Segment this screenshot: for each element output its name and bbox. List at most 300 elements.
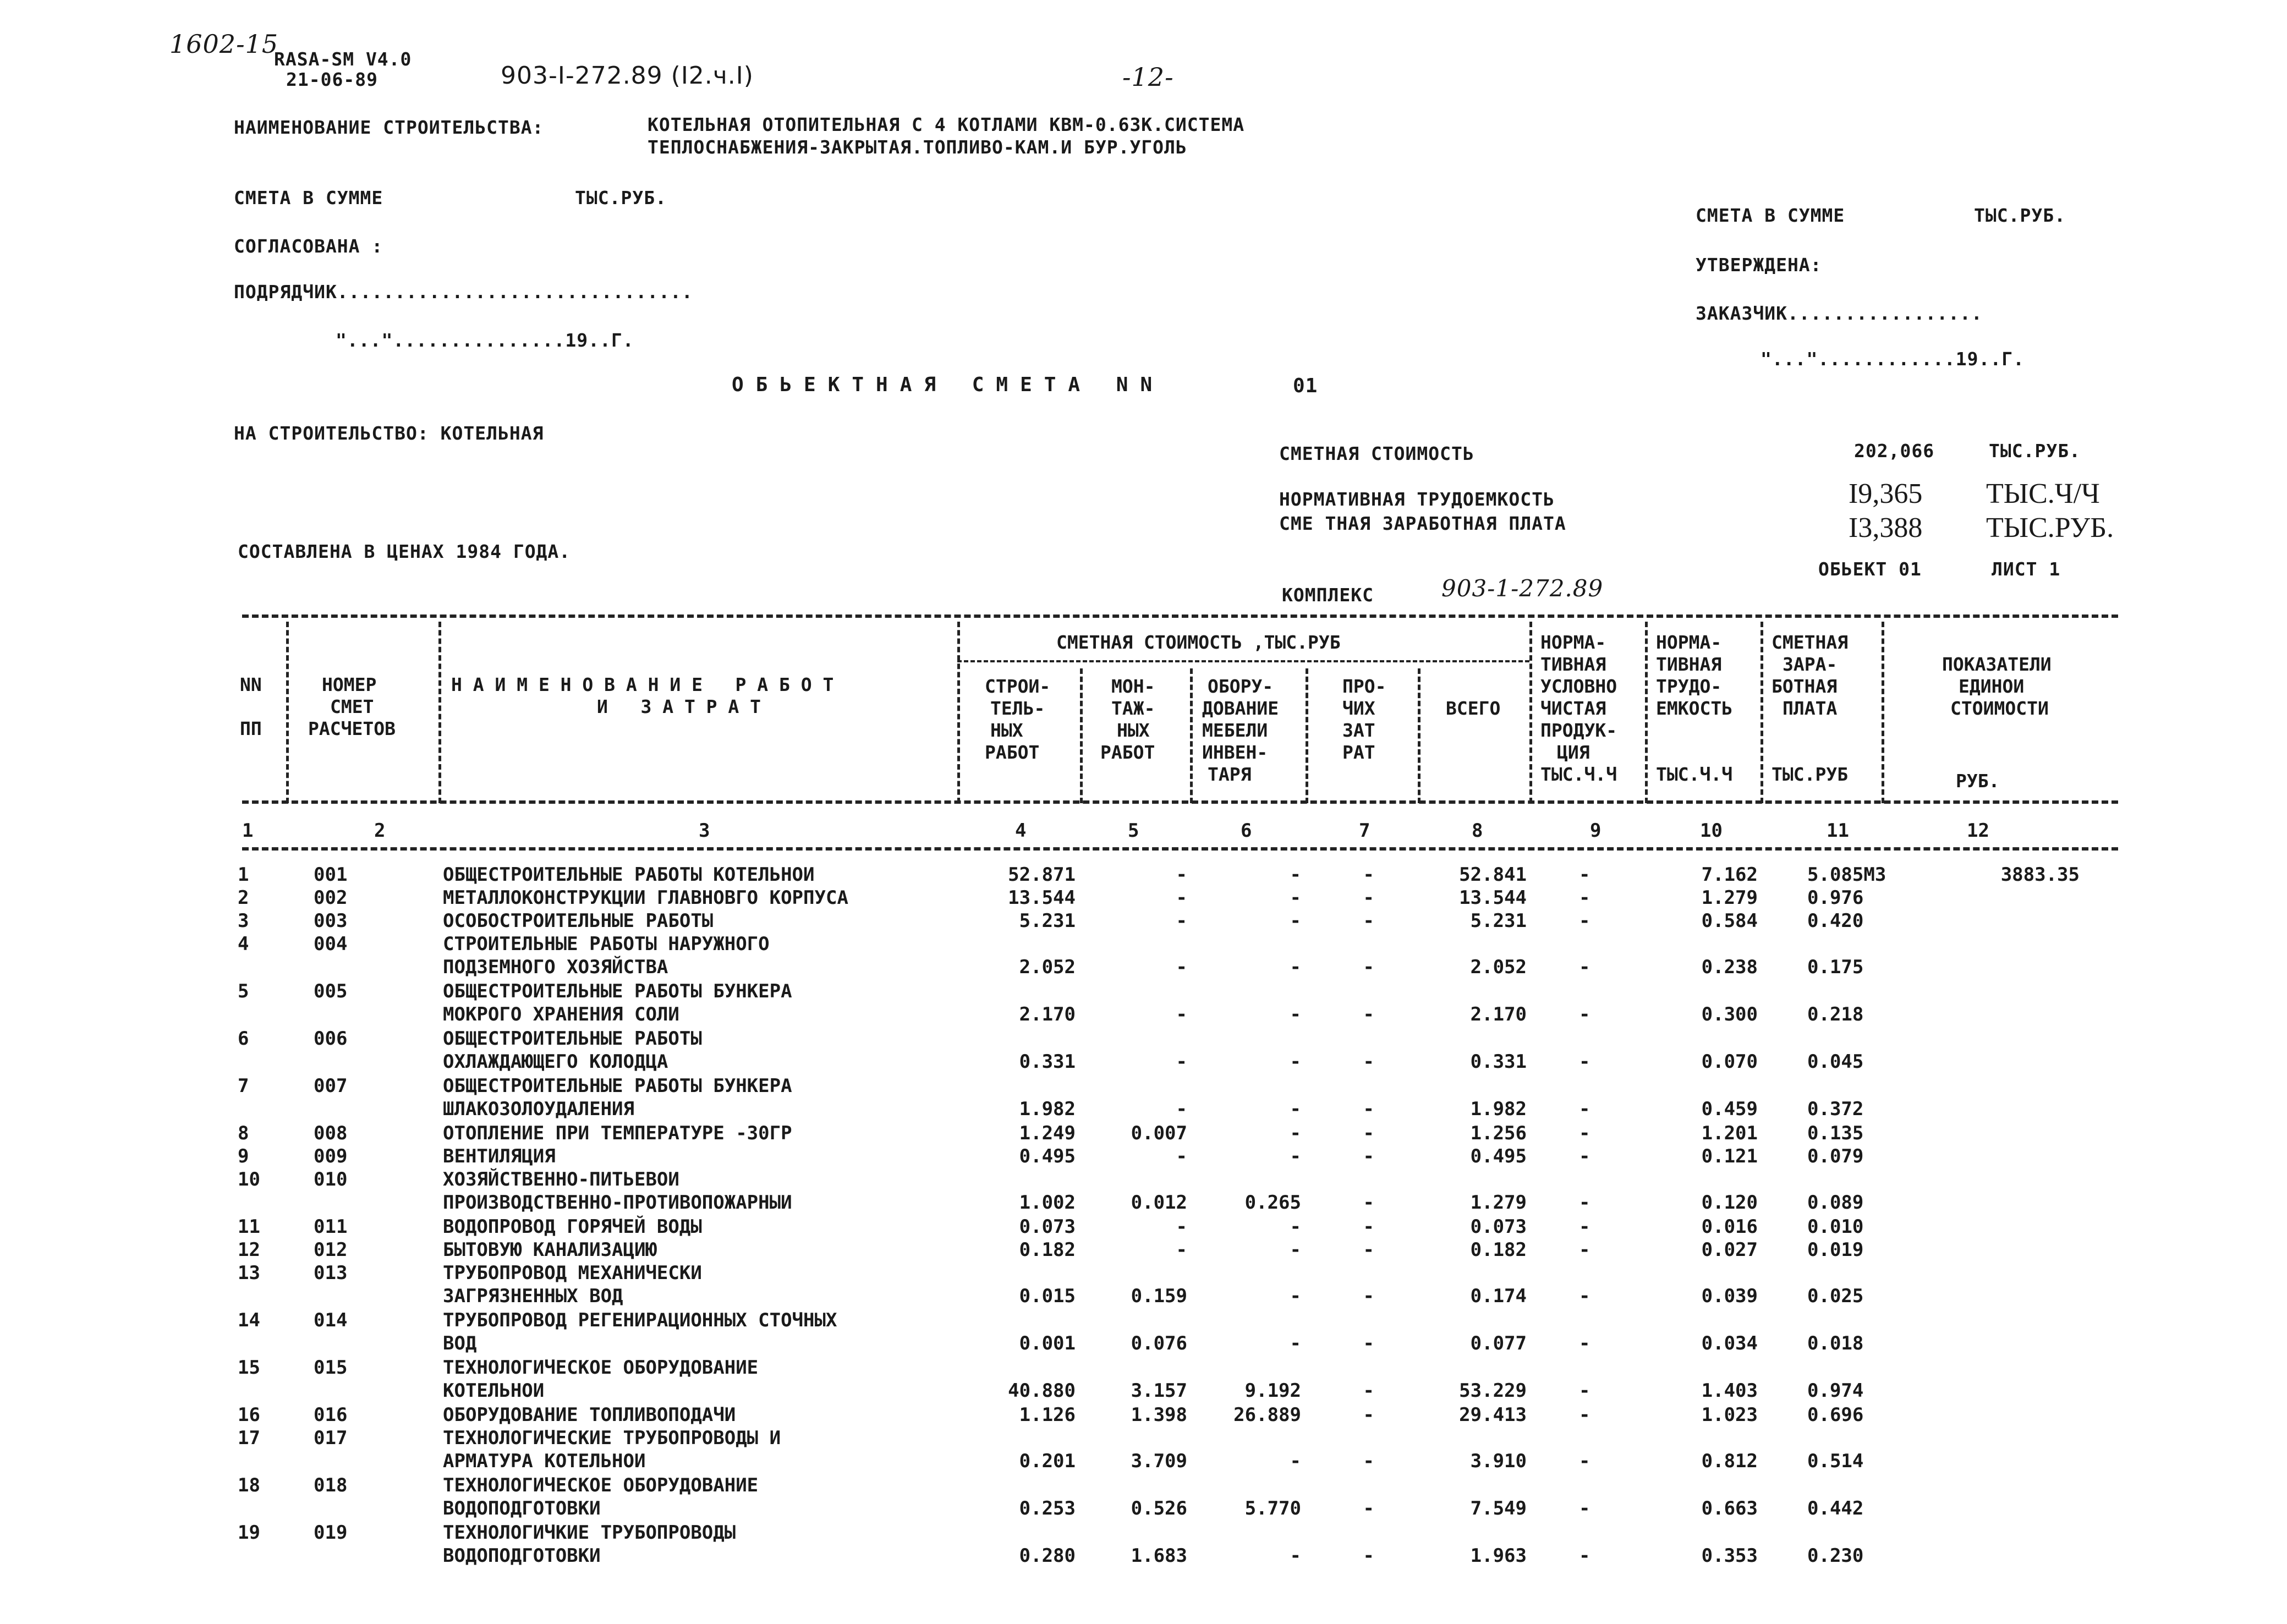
row-c7: - — [1363, 1122, 1374, 1144]
row-c4: 2.052 — [1019, 956, 1076, 978]
row-c11: 0.045 — [1807, 1051, 1864, 1073]
row-number: 9 — [238, 1145, 249, 1167]
row-c9: - — [1579, 1497, 1591, 1519]
left-date-line: "..."...............19..Г. — [336, 330, 634, 351]
row-c4: 5.231 — [1019, 910, 1076, 932]
row-c10: 1.403 — [1701, 1380, 1758, 1402]
row-c4: 0.015 — [1019, 1285, 1076, 1307]
row-work-name: ОХЛАЖДАЮЩЕГО КОЛОДЦА — [443, 1051, 668, 1073]
row-work-name: ХОЗЯЙСТВЕННО-ПИТЬЕВОИ — [443, 1168, 679, 1190]
row-c11: 0.372 — [1807, 1098, 1864, 1120]
row-c7: - — [1363, 1192, 1374, 1214]
row-c5: 0.159 — [1131, 1285, 1187, 1307]
hdr-calc-1: НОМЕР — [322, 674, 377, 695]
row-c9: - — [1579, 1239, 1591, 1261]
row-calc-number: 006 — [314, 1028, 348, 1050]
print-date: 21-06-89 — [286, 69, 378, 90]
row-number: 7 — [238, 1075, 249, 1097]
sep-8 — [1529, 622, 1532, 803]
row-c10: 0.584 — [1701, 910, 1758, 932]
row-c11: 0.976 — [1807, 887, 1864, 909]
row-c5: 1.683 — [1131, 1545, 1187, 1567]
row-c11: 0.135 — [1807, 1122, 1864, 1144]
row-work-name: МЕТАЛЛОКОНСТРУКЦИИ ГЛАВНОВГО КОРПУСА — [443, 887, 848, 909]
row-number: 12 — [238, 1239, 260, 1261]
row-c10: 0.034 — [1701, 1332, 1758, 1354]
row-number: 14 — [238, 1309, 260, 1331]
row-c4: 0.001 — [1019, 1332, 1076, 1354]
row-work-name: БЫТОВУЮ КАНАЛИЗАЦИЮ — [443, 1239, 657, 1261]
row-work-name: ОБЩЕСТРОИТЕЛЬНЫЕ РАБОТЫ — [443, 1028, 702, 1050]
row-c9: - — [1579, 1450, 1591, 1472]
cost-value: 202,066 — [1854, 440, 1935, 462]
hdr-c7-2: ЧИХ — [1342, 698, 1375, 719]
row-c4: 0.201 — [1019, 1450, 1076, 1472]
sep-4 — [1080, 668, 1083, 803]
row-number: 3 — [238, 910, 249, 932]
row-work-name: ВОДОПРОВОД ГОРЯЧЕЙ ВОДЫ — [443, 1216, 702, 1238]
row-c6: - — [1290, 887, 1301, 909]
row-calc-number: 012 — [314, 1239, 348, 1261]
hdr-c4-1: СТРОИ- — [985, 676, 1051, 697]
row-c9: - — [1579, 1216, 1591, 1238]
construction-line-2: ТЕПЛОСНАБЖЕНИЯ-ЗАКРЫТАЯ.ТОПЛИВО-КАМ.И БУР.УГОЛЬ — [648, 136, 1187, 158]
column-number: 12 — [1967, 820, 1989, 842]
row-number: 5 — [238, 980, 249, 1002]
row-c9: - — [1579, 1380, 1591, 1402]
row-c4: 52.871 — [1008, 864, 1076, 886]
row-c7: - — [1363, 1003, 1374, 1025]
labor-unit: ТЫС.Ч/Ч — [1986, 478, 2100, 509]
row-work-name: ОСОБОСТРОИТЕЛЬНЫЕ РАБОТЫ — [443, 910, 714, 932]
row-c9: - — [1579, 1404, 1591, 1426]
row-number: 2 — [238, 887, 249, 909]
row-work-name: ШЛАКОЗОЛОУДАЛЕНИЯ — [443, 1098, 634, 1120]
row-calc-number: 005 — [314, 980, 348, 1002]
row-c4: 2.170 — [1019, 1003, 1076, 1025]
row-c7: - — [1363, 1380, 1374, 1402]
row-work-name: ТЕХНОЛОГИЧКИЕ ТРУБОПРОВОДЫ — [443, 1522, 736, 1544]
colnum-rule — [242, 847, 2118, 851]
row-c11: 0.696 — [1807, 1404, 1864, 1426]
row-c8: 5.231 — [1470, 910, 1527, 932]
column-number: 9 — [1590, 820, 1602, 842]
row-c6: - — [1290, 1098, 1301, 1120]
row-number: 19 — [238, 1522, 260, 1544]
row-c6: - — [1290, 910, 1301, 932]
row-c10: 1.023 — [1701, 1404, 1758, 1426]
row-c6: - — [1290, 1285, 1301, 1307]
row-work-name: ОТОПЛЕНИЕ ПРИ ТЕМПЕРАТУРЕ -30ГР — [443, 1122, 792, 1144]
row-c7: - — [1363, 1332, 1374, 1354]
hdr-c5-2: ТАЖ- — [1111, 698, 1155, 719]
group-rule — [957, 660, 1529, 662]
labor-value: I9,365 — [1849, 478, 1923, 509]
column-number: 7 — [1359, 820, 1370, 842]
column-number: 11 — [1827, 820, 1849, 842]
table-top-rule — [242, 615, 2118, 618]
column-number: 4 — [1015, 820, 1027, 842]
hdr-c11-2: ЗАРА- — [1783, 654, 1838, 675]
column-number: 10 — [1700, 820, 1723, 842]
row-c11: 0.019 — [1807, 1239, 1864, 1261]
complex-value: 903-1-272.89 — [1441, 575, 1604, 602]
row-c6: - — [1290, 1003, 1301, 1025]
hdr-c9-2: ТИВНАЯ — [1540, 654, 1606, 675]
page-mark: -12- — [1122, 62, 1174, 92]
row-c10: 1.201 — [1701, 1122, 1758, 1144]
row-c10: 0.070 — [1701, 1051, 1758, 1073]
row-c6: - — [1290, 1332, 1301, 1354]
header-rule — [242, 800, 2118, 804]
row-work-name: МОКРОГО ХРАНЕНИЯ СОЛИ — [443, 1003, 679, 1025]
row-c10: 7.162 — [1701, 864, 1758, 886]
row-work-name: ПОДЗЕМНОГО ХОЗЯЙСТВА — [443, 956, 668, 978]
hdr-c6-5: ТАРЯ — [1208, 764, 1252, 785]
sep-5 — [1190, 668, 1193, 803]
wage-value: I3,388 — [1849, 512, 1923, 544]
row-c8: 0.495 — [1470, 1145, 1527, 1167]
row-c6: - — [1290, 1545, 1301, 1567]
sep-3 — [957, 622, 960, 803]
row-work-name: ОБОРУДОВАНИЕ ТОПЛИВОПОДАЧИ — [443, 1404, 736, 1426]
row-c4: 0.280 — [1019, 1545, 1076, 1567]
row-c8: 0.073 — [1470, 1216, 1527, 1238]
row-c7: - — [1363, 1051, 1374, 1073]
hdr-calc-3: РАСЧЕТОВ — [308, 718, 396, 739]
row-calc-number: 016 — [314, 1404, 348, 1426]
row-c10: 0.120 — [1701, 1192, 1758, 1214]
row-c6: - — [1290, 864, 1301, 886]
cost-label: СМЕТНАЯ СТОИМОСТЬ — [1279, 443, 1474, 464]
row-c10: 0.663 — [1701, 1497, 1758, 1519]
row-c8: 1.256 — [1470, 1122, 1527, 1144]
row-c6: 5.770 — [1244, 1497, 1301, 1519]
row-c5: - — [1176, 864, 1187, 886]
hdr-c4-2: ТЕЛЬ- — [990, 698, 1045, 719]
row-c11: 0.175 — [1807, 956, 1864, 978]
hdr-c8: ВСЕГО — [1446, 698, 1501, 719]
row-c5: - — [1176, 910, 1187, 932]
hdr-c6-4: ИНВЕН- — [1202, 742, 1268, 763]
row-c11: 0.218 — [1807, 1003, 1864, 1025]
row-c5: - — [1176, 1051, 1187, 1073]
row-work-name: ТЕХНОЛОГИЧЕСКОЕ ОБОРУДОВАНИЕ — [443, 1474, 759, 1496]
row-c11: 0.018 — [1807, 1332, 1864, 1354]
row-c6: - — [1290, 1145, 1301, 1167]
row-c5: - — [1176, 1145, 1187, 1167]
column-number: 2 — [374, 820, 386, 842]
row-calc-number: 004 — [314, 933, 348, 955]
row-c5: - — [1176, 1216, 1187, 1238]
row-c4: 1.982 — [1019, 1098, 1076, 1120]
row-work-name: ВЕНТИЛЯЦИЯ — [443, 1145, 556, 1167]
hdr-c11-1: СМЕТНАЯ — [1772, 632, 1849, 653]
row-c4: 0.495 — [1019, 1145, 1076, 1167]
hdr-c7-1: ПРО- — [1342, 676, 1386, 697]
column-number: 3 — [699, 820, 710, 842]
row-c5: 3.709 — [1131, 1450, 1187, 1472]
row-c8: 29.413 — [1459, 1404, 1527, 1426]
hdr-c9-6: ЦИЯ — [1557, 742, 1590, 763]
row-c10: 0.121 — [1701, 1145, 1758, 1167]
row-calc-number: 014 — [314, 1309, 348, 1331]
column-number: 6 — [1241, 820, 1252, 842]
row-c8: 52.841 — [1459, 864, 1527, 886]
row-work-name: ВОДОПОДГОТОВКИ — [443, 1497, 601, 1519]
row-c7: - — [1363, 1285, 1374, 1307]
hdr-c9-4: ЧИСТАЯ — [1540, 698, 1606, 719]
hdr-c10-2: ТИВНАЯ — [1656, 654, 1722, 675]
row-number: 18 — [238, 1474, 260, 1496]
hdr-c11-3: БОТНАЯ — [1772, 676, 1838, 697]
row-c7: - — [1363, 1497, 1374, 1519]
row-c8: 0.331 — [1470, 1051, 1527, 1073]
row-number: 17 — [238, 1427, 260, 1449]
hdr-nn-2: ПП — [240, 718, 262, 739]
row-c11: 0.010 — [1807, 1216, 1864, 1238]
row-calc-number: 010 — [314, 1168, 348, 1190]
row-number: 1 — [238, 864, 249, 886]
row-c6: - — [1290, 1216, 1301, 1238]
row-work-name: АРМАТУРА КОТЕЛЬНОИ — [443, 1450, 646, 1472]
column-number: 8 — [1472, 820, 1483, 842]
hdr-c10-5: ТЫС.Ч.Ч — [1656, 764, 1733, 785]
hdr-name-1: Н А И М Е Н О В А Н И Е Р А Б О Т — [451, 674, 834, 695]
hdr-nn-1: NN — [240, 674, 262, 695]
row-work-name: ОБЩЕСТРОИТЕЛЬНЫЕ РАБОТЫ КОТЕЛЬНОИ — [443, 864, 815, 886]
row-c7: - — [1363, 1239, 1374, 1261]
row-c10: 0.459 — [1701, 1098, 1758, 1120]
row-number: 8 — [238, 1122, 249, 1144]
right-date-line: "..."............19..Г. — [1761, 348, 2025, 370]
row-c4: 0.073 — [1019, 1216, 1076, 1238]
sep-10 — [1761, 622, 1763, 803]
hdr-c10-1: НОРМА- — [1656, 632, 1722, 653]
column-number: 1 — [242, 820, 254, 842]
hdr-c6-2: ДОВАНИЕ — [1202, 698, 1279, 719]
row-work-name: ВОДОПОДГОТОВКИ — [443, 1545, 601, 1567]
row-c7: - — [1363, 1098, 1374, 1120]
hdr-c4-4: РАБОТ — [985, 742, 1040, 763]
row-c9: - — [1579, 1003, 1591, 1025]
row-c9: - — [1579, 910, 1591, 932]
row-c9: - — [1579, 956, 1591, 978]
row-work-name: ЗАГРЯЗНЕННЫХ ВОД — [443, 1285, 623, 1307]
row-c4: 0.253 — [1019, 1497, 1076, 1519]
row-calc-number: 018 — [314, 1474, 348, 1496]
hdr-c11-4: ПЛАТА — [1783, 698, 1838, 719]
row-c4: 13.544 — [1008, 887, 1076, 909]
row-c6: 26.889 — [1233, 1404, 1301, 1426]
row-c5: 0.076 — [1131, 1332, 1187, 1354]
row-number: 11 — [238, 1216, 260, 1238]
hdr-group: СМЕТНАЯ СТОИМОСТЬ ,ТЫС.РУБ — [1056, 632, 1341, 653]
sep-2 — [438, 622, 441, 803]
row-c8: 2.052 — [1470, 956, 1527, 978]
row-calc-number: 008 — [314, 1122, 348, 1144]
row-work-name: ТЕХНОЛОГИЧЕСКОЕ ОБОРУДОВАНИЕ — [443, 1357, 759, 1379]
hdr-calc-2: СМЕТ — [330, 696, 374, 717]
row-calc-number: 003 — [314, 910, 348, 932]
hdr-c7-4: РАТ — [1342, 742, 1375, 763]
row-c10: 0.812 — [1701, 1450, 1758, 1472]
hdr-c10-3: ТРУДО- — [1656, 676, 1722, 697]
row-c9: - — [1579, 864, 1591, 886]
row-c8: 1.963 — [1470, 1545, 1527, 1567]
row-c12: 3883.35 — [2000, 864, 2080, 886]
wage-label: СМЕ ТНАЯ ЗАРАБОТНАЯ ПЛАТА — [1279, 513, 1566, 534]
hdr-c6-1: ОБОРУ- — [1208, 676, 1274, 697]
row-c9: - — [1579, 1332, 1591, 1354]
row-c9: - — [1579, 1545, 1591, 1567]
row-calc-number: 015 — [314, 1357, 348, 1379]
row-c4: 1.002 — [1019, 1192, 1076, 1214]
row-number: 15 — [238, 1357, 260, 1379]
row-c10: 0.238 — [1701, 956, 1758, 978]
row-calc-number: 001 — [314, 864, 348, 886]
row-c8: 7.549 — [1470, 1497, 1527, 1519]
sheet-label: ЛИСТ 1 — [1992, 558, 2061, 580]
hdr-c12-4: РУБ. — [1956, 770, 2000, 792]
row-c4: 1.249 — [1019, 1122, 1076, 1144]
row-c8: 0.077 — [1470, 1332, 1527, 1354]
row-c8: 2.170 — [1470, 1003, 1527, 1025]
row-number: 10 — [238, 1168, 260, 1190]
row-c6: - — [1290, 1122, 1301, 1144]
row-c4: 0.331 — [1019, 1051, 1076, 1073]
hdr-c7-3: ЗАТ — [1342, 720, 1375, 741]
estimate-number: 01 — [1293, 375, 1318, 397]
row-c9: - — [1579, 1122, 1591, 1144]
row-c5: - — [1176, 887, 1187, 909]
row-c11: 0.230 — [1807, 1545, 1864, 1567]
right-sum-label: СМЕТА В СУММЕ — [1696, 205, 1845, 226]
hdr-c12-1: ПОКАЗАТЕЛИ — [1942, 654, 2052, 675]
row-calc-number: 011 — [314, 1216, 348, 1238]
construction-label: НАИМЕНОВАНИЕ СТРОИТЕЛЬСТВА: — [234, 117, 544, 138]
row-c8: 1.279 — [1470, 1192, 1527, 1214]
row-c5: - — [1176, 1003, 1187, 1025]
row-c11: 0.420 — [1807, 910, 1864, 932]
row-calc-number: 009 — [314, 1145, 348, 1167]
row-c8: 1.982 — [1470, 1098, 1527, 1120]
row-c7: - — [1363, 1450, 1374, 1472]
row-c11: 0.079 — [1807, 1145, 1864, 1167]
row-c5: - — [1176, 1098, 1187, 1120]
estimate-title: ОБЬЕКТНАЯ СМЕТА NN — [732, 374, 1165, 396]
row-c10: 0.039 — [1701, 1285, 1758, 1307]
cost-unit: ТЫС.РУБ. — [1989, 440, 2081, 462]
wage-unit: ТЫС.РУБ. — [1986, 512, 2114, 544]
row-c7: - — [1363, 864, 1374, 886]
row-c6: 9.192 — [1244, 1380, 1301, 1402]
left-sum-label: СМЕТА В СУММЕ — [234, 187, 383, 209]
row-c7: - — [1363, 1404, 1374, 1426]
construction-line-1: КОТЕЛЬНАЯ ОТОПИТЕЛЬНАЯ С 4 КОТЛАМИ КВМ-0.63К.СИСТЕМА — [648, 114, 1245, 135]
row-c10: 0.016 — [1701, 1216, 1758, 1238]
row-work-name: СТРОИТЕЛЬНЫЕ РАБОТЫ НАРУЖНОГО — [443, 933, 770, 955]
labor-label: НОРМАТИВНАЯ ТРУДОЕМКОСТЬ — [1279, 489, 1555, 510]
hdr-c9-1: НОРМА- — [1540, 632, 1606, 653]
system-version: RASA-SM V4.0 — [274, 48, 412, 70]
row-c7: - — [1363, 1545, 1374, 1567]
hdr-c9-3: УСЛОВНО — [1540, 676, 1617, 697]
row-c5: 1.398 — [1131, 1404, 1187, 1426]
complex-label: КОМПЛЕКС — [1282, 584, 1374, 606]
hdr-c4-3: НЫХ — [990, 720, 1023, 741]
row-c10: 0.300 — [1701, 1003, 1758, 1025]
row-c11: 5.085МЗ — [1807, 864, 1886, 886]
row-c8: 3.910 — [1470, 1450, 1527, 1472]
row-number: 6 — [238, 1028, 249, 1050]
sep-6 — [1306, 668, 1308, 803]
row-c7: - — [1363, 1145, 1374, 1167]
row-c9: - — [1579, 1192, 1591, 1214]
contractor-line: ПОДРЯДЧИК............................... — [234, 281, 693, 303]
row-c9: - — [1579, 1051, 1591, 1073]
row-c9: - — [1579, 1098, 1591, 1120]
row-c11: 0.089 — [1807, 1192, 1864, 1214]
row-work-name: ТРУБОПРОВОД РЕГЕНИРАЦИОННЫХ СТОЧНЫХ — [443, 1309, 837, 1331]
row-c4: 1.126 — [1019, 1404, 1076, 1426]
row-c11: 0.442 — [1807, 1497, 1864, 1519]
hdr-c10-4: ЕМКОСТЬ — [1656, 698, 1733, 719]
row-c10: 1.279 — [1701, 887, 1758, 909]
row-c4: 0.182 — [1019, 1239, 1076, 1261]
row-c9: - — [1579, 887, 1591, 909]
hdr-c9-7: ТЫС.Ч.Ч — [1540, 764, 1617, 785]
row-c7: - — [1363, 910, 1374, 932]
row-work-name: ТРУБОПРОВОД МЕХАНИЧЕСКИ — [443, 1262, 702, 1284]
row-c11: 0.514 — [1807, 1450, 1864, 1472]
row-work-name: ПРОИЗВОДСТВЕННО-ПРОТИВОПОЖАРНЫИ — [443, 1192, 792, 1214]
row-c5: - — [1176, 956, 1187, 978]
prices-note: СОСТАВЛЕНА В ЦЕНАХ 1984 ГОДА. — [238, 541, 571, 562]
row-c9: - — [1579, 1145, 1591, 1167]
left-sum-unit: ТЫС.РУБ. — [575, 187, 667, 209]
row-c6: - — [1290, 1450, 1301, 1472]
row-c11: 0.974 — [1807, 1380, 1864, 1402]
row-calc-number: 017 — [314, 1427, 348, 1449]
row-number: 16 — [238, 1404, 260, 1426]
row-c8: 0.174 — [1470, 1285, 1527, 1307]
row-number: 13 — [238, 1262, 260, 1284]
customer-line: ЗАКАЗЧИК................. — [1696, 303, 1983, 324]
handwritten-number: 1602-15 — [169, 29, 279, 59]
hdr-c11-5: ТЫС.РУБ — [1772, 764, 1849, 785]
sep-9 — [1645, 622, 1648, 803]
row-c7: - — [1363, 887, 1374, 909]
row-work-name: ОБЩЕСТРОИТЕЛЬНЫЕ РАБОТЫ БУНКЕРА — [443, 1075, 792, 1097]
row-c5: - — [1176, 1239, 1187, 1261]
row-number: 4 — [238, 933, 249, 955]
row-c7: - — [1363, 1216, 1374, 1238]
row-c5: 3.157 — [1131, 1380, 1187, 1402]
row-c11: 0.025 — [1807, 1285, 1864, 1307]
hdr-c6-3: МЕБЕЛИ — [1202, 720, 1268, 741]
sep-11 — [1882, 622, 1884, 803]
row-c5: 0.007 — [1131, 1122, 1187, 1144]
row-c10: 0.027 — [1701, 1239, 1758, 1261]
row-calc-number: 007 — [314, 1075, 348, 1097]
hdr-c5-3: НЫХ — [1117, 720, 1150, 741]
agreed-label: СОГЛАСОВАНА : — [234, 235, 383, 257]
row-c9: - — [1579, 1285, 1591, 1307]
row-c5: 0.526 — [1131, 1497, 1187, 1519]
row-c8: 53.229 — [1459, 1380, 1527, 1402]
document-code: 903-I-272.89 (I2.ч.I) — [501, 62, 754, 90]
